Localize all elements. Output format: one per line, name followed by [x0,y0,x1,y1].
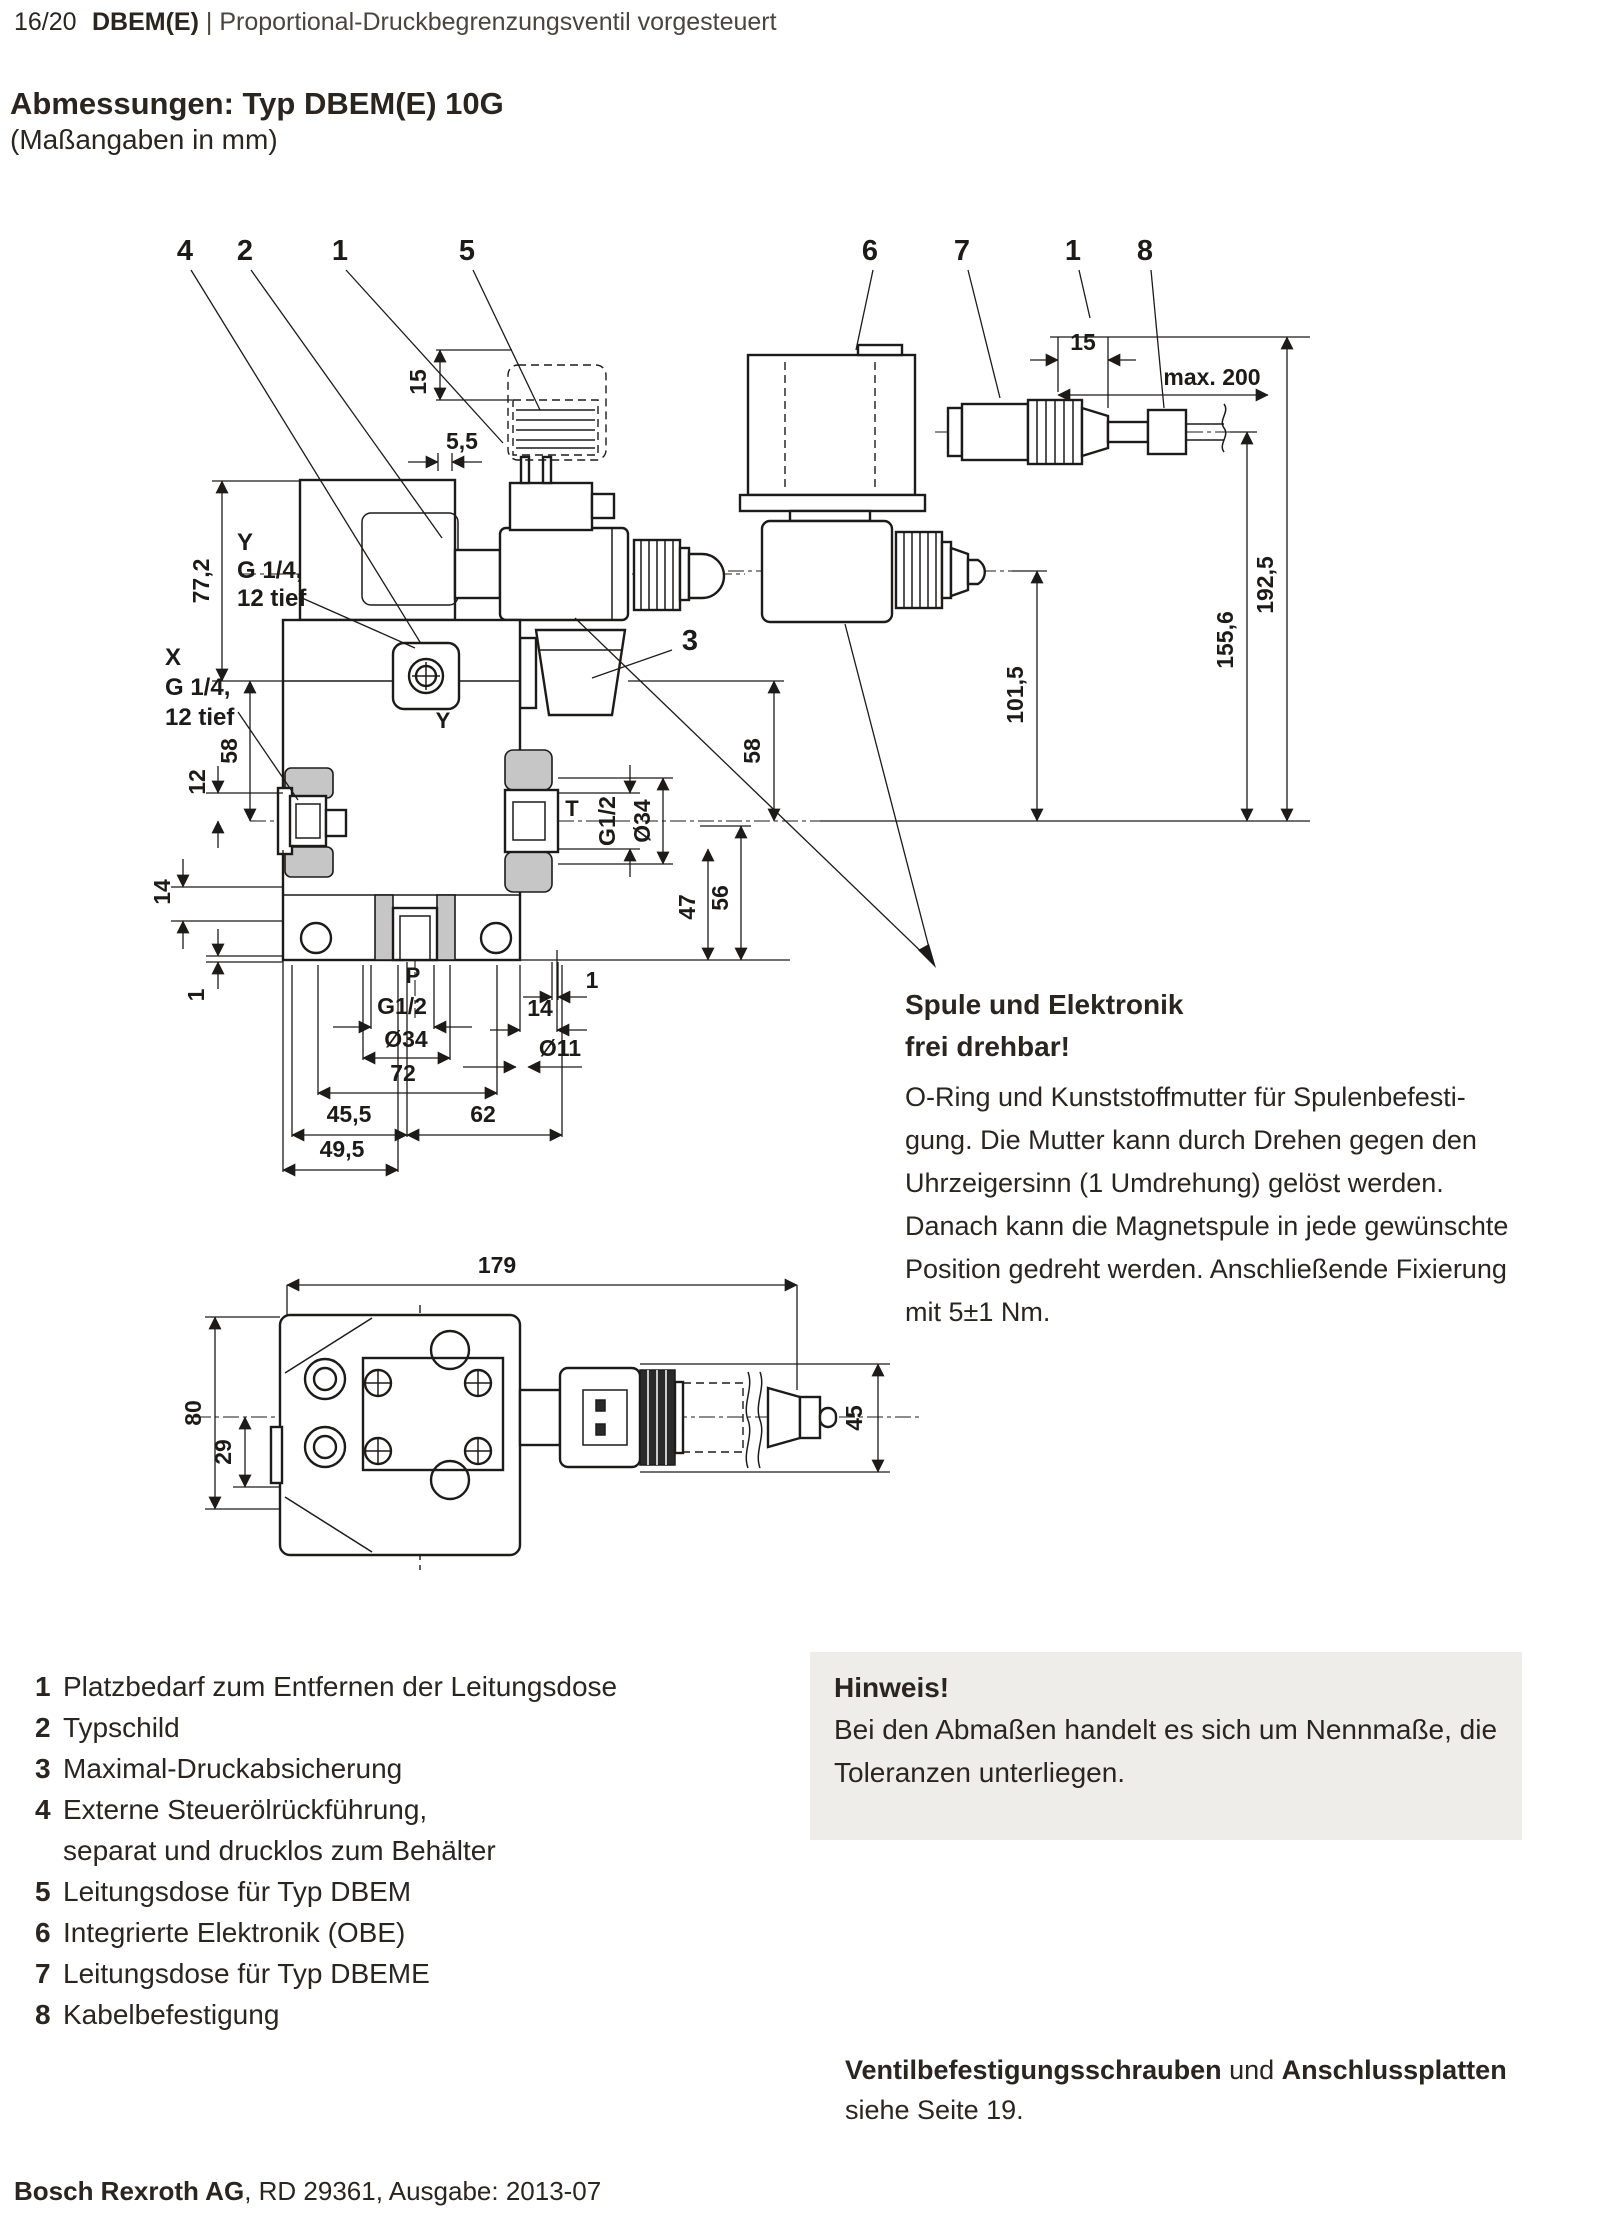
label-p-port [406,963,421,988]
legend-num: 8 [35,1999,51,2030]
dbeme-connector-assembly [948,400,1226,464]
solenoid-nut [634,540,724,610]
callout-7: 7 [953,235,971,267]
legend-text: Typschild [63,1712,180,1743]
note-line: mit 5±1 Nm. [905,1297,1051,1327]
reference-note [845,2050,1507,2130]
dim-12 [184,766,283,848]
section-heading: Abmessungen: Typ DBEM(E) 10G [10,86,504,121]
svg-text:62: 62 [470,1101,496,1127]
svg-text:45,5: 45,5 [326,1101,372,1127]
callout-8: 8 [1136,235,1154,267]
legend-item-7 [35,1953,617,1994]
svg-text:58: 58 [739,738,765,764]
legend-text: Maximal-Druckabsicherung [63,1753,403,1784]
svg-text:12 tief: 12 tief [237,585,307,612]
obe-solenoid-nut [896,532,985,608]
legend-num: 3 [35,1753,51,1784]
product-name: DBEM(E) [92,8,199,36]
svg-text:5,5: 5,5 [446,428,478,454]
svg-text:14: 14 [527,995,553,1021]
dim-62 [407,1101,562,1135]
footer-rest: , RD 29361, Ausgabe: 2013-07 [244,2176,602,2206]
svg-text:1: 1 [183,988,209,1002]
svg-text:15: 15 [405,369,431,395]
legend [35,1666,617,2035]
svg-text:12: 12 [184,769,210,795]
bottom-view [180,1252,920,1570]
callout-5: 5 [458,235,476,267]
dim-o11 [463,1035,582,1067]
leitungsdose-dbeme [962,404,1028,460]
callout-4: 4 [176,235,194,267]
svg-text:56: 56 [707,885,733,911]
hinweis-line2: Toleranzen unterliegen. [834,1757,1126,1788]
svg-text:192,5: 192,5 [1252,556,1278,614]
footer-company: Bosch Rexroth AG [14,2176,245,2206]
svg-text:X: X [165,644,182,671]
svg-text:155,6: 155,6 [1212,611,1238,669]
dim-58-left [216,681,250,821]
section-subheading: (Maßangaben in mm) [10,124,278,155]
dim-49-5 [283,1136,398,1170]
note-line: Danach kann die Magnetspule in jede gewünschte [905,1211,1509,1241]
svg-text:G 1/4,: G 1/4, [237,557,303,584]
dim-15-right [1030,329,1136,408]
svg-text:G1/2: G1/2 [377,993,427,1019]
dim-29 [210,1417,280,1487]
rotation-note [905,984,1530,1334]
legend-item-4-cont [35,1830,617,1871]
legend-item-8 [35,1994,617,2035]
t-port-boss [505,750,558,892]
svg-text:29: 29 [210,1439,236,1465]
note-line: O-Ring und Kunststoffmutter für Spulenbefesti- [905,1082,1466,1112]
callout-3: 3 [681,625,699,657]
legend-text: Platzbedarf zum Entfernen der Leitungsdose [63,1671,618,1702]
label-t-port [565,796,579,821]
svg-text:P: P [405,963,421,988]
reference-bold1: Ventilbefestigungsschrauben [845,2055,1222,2085]
dim-80 [180,1317,280,1509]
svg-text:72: 72 [390,1060,416,1086]
hinweis-title: Hinweis! [834,1672,950,1703]
dim-14-right [490,995,587,1030]
svg-text:101,5: 101,5 [1002,666,1028,724]
dim-p-g12 [333,993,472,1027]
solenoid-coil [500,528,628,620]
dim-1-left [183,929,283,1001]
legend-num: 7 [35,1958,51,1989]
svg-text:T: T [565,796,579,821]
reference-bold2: Anschlussplatten [1281,2055,1507,2085]
svg-text:45: 45 [841,1405,867,1431]
legend-num: 1 [35,1671,51,1702]
legend-text: separat und drucklos zum Behälter [63,1835,496,1866]
svg-text:12 tief: 12 tief [165,704,235,731]
dim-5-5 [408,428,482,471]
page-number: 16/20 [14,8,77,36]
note-line: Position gedreht werden. Anschließende Fixierung [905,1254,1507,1284]
legend-text: Leitungsdose für Typ DBEME [63,1958,430,1989]
svg-text:80: 80 [180,1400,206,1426]
svg-text:49,5: 49,5 [319,1136,365,1162]
note-line: gung. Die Mutter kann durch Drehen gegen den [905,1125,1477,1155]
callout-6: 6 [861,235,879,267]
connector-removal-space [508,365,606,460]
technical-drawing [0,150,1597,1610]
legend-item-2 [35,1707,617,1748]
legend-item-6 [35,1912,617,1953]
dim-14-left [149,859,283,949]
svg-text:G1/2: G1/2 [594,796,620,846]
svg-text:Ø34: Ø34 [384,1026,428,1052]
dim-47 [674,849,708,960]
svg-text:Ø11: Ø11 [538,1035,582,1061]
hinweis-box [810,1652,1522,1840]
svg-text:G 1/4,: G 1/4, [165,674,231,701]
y-port-boss [393,643,459,709]
page-header [14,8,777,37]
dim-192-5 [1252,337,1287,821]
svg-text:77,2: 77,2 [188,558,214,604]
reference-line2: siehe Seite 19. [845,2095,1024,2125]
dim-101-5 [1002,571,1047,821]
legend-num: 4 [35,1794,51,1825]
reference-mid: und [1221,2055,1282,2085]
legend-num: 6 [35,1917,51,1948]
dim-15-left [405,350,512,400]
dim-45-5 [292,1101,407,1135]
legend-text: Leitungsdose für Typ DBEM [63,1876,412,1907]
dim-max-200 [1058,364,1268,395]
legend-num: 5 [35,1876,51,1907]
note-body [905,1076,1530,1334]
dim-155-6 [1212,432,1257,821]
hinweis-line1: Bei den Abmaßen handelt es sich um Nennmaße, die [834,1714,1498,1745]
legend-item-1 [35,1666,617,1707]
svg-text:max. 200: max. 200 [1163,364,1261,390]
svg-text:14: 14 [149,879,175,905]
svg-text:179: 179 [477,1252,517,1278]
svg-text:Y: Y [237,529,254,556]
page-footer [14,2176,601,2207]
reference-line1 [845,2050,1507,2090]
svg-text:Ø34: Ø34 [629,799,655,843]
front-view [278,365,724,960]
legend-item-5 [35,1871,617,1912]
legend-text: Kabelbefestigung [63,1999,280,2030]
note-title-line2: frei drehbar! [905,1031,1070,1062]
obe-solenoid-coil [762,521,892,622]
note-title-line1: Spule und Elektronik [905,989,1184,1020]
callout-1a: 1 [331,235,349,267]
mounting-plate [363,1358,503,1470]
header-subtitle: | Proportional-Druckbegrenzungsventil vorgesteuert [205,8,777,36]
leitungsdose-dbem [510,483,592,530]
svg-text:15: 15 [1070,329,1096,355]
note-line: Uhrzeigersinn (1 Umdrehung) gelöst werden. [905,1168,1444,1198]
legend-num: 2 [35,1712,51,1743]
obe-electronics-box [748,355,915,495]
legend-item-3 [35,1748,617,1789]
legend-text: Externe Steuerölrückführung, [63,1794,428,1825]
legend-text: Integrierte Elektronik (OBE) [63,1917,406,1948]
callout-1b: 1 [1064,235,1082,267]
svg-text:47: 47 [674,894,700,920]
svg-text:58: 58 [216,738,242,764]
svg-text:1: 1 [585,967,599,993]
callout-2: 2 [236,235,254,267]
legend-item-4 [35,1789,617,1830]
y-small-label: Y [435,708,451,733]
obe-view [740,345,985,622]
cable-fixing [1148,410,1186,454]
